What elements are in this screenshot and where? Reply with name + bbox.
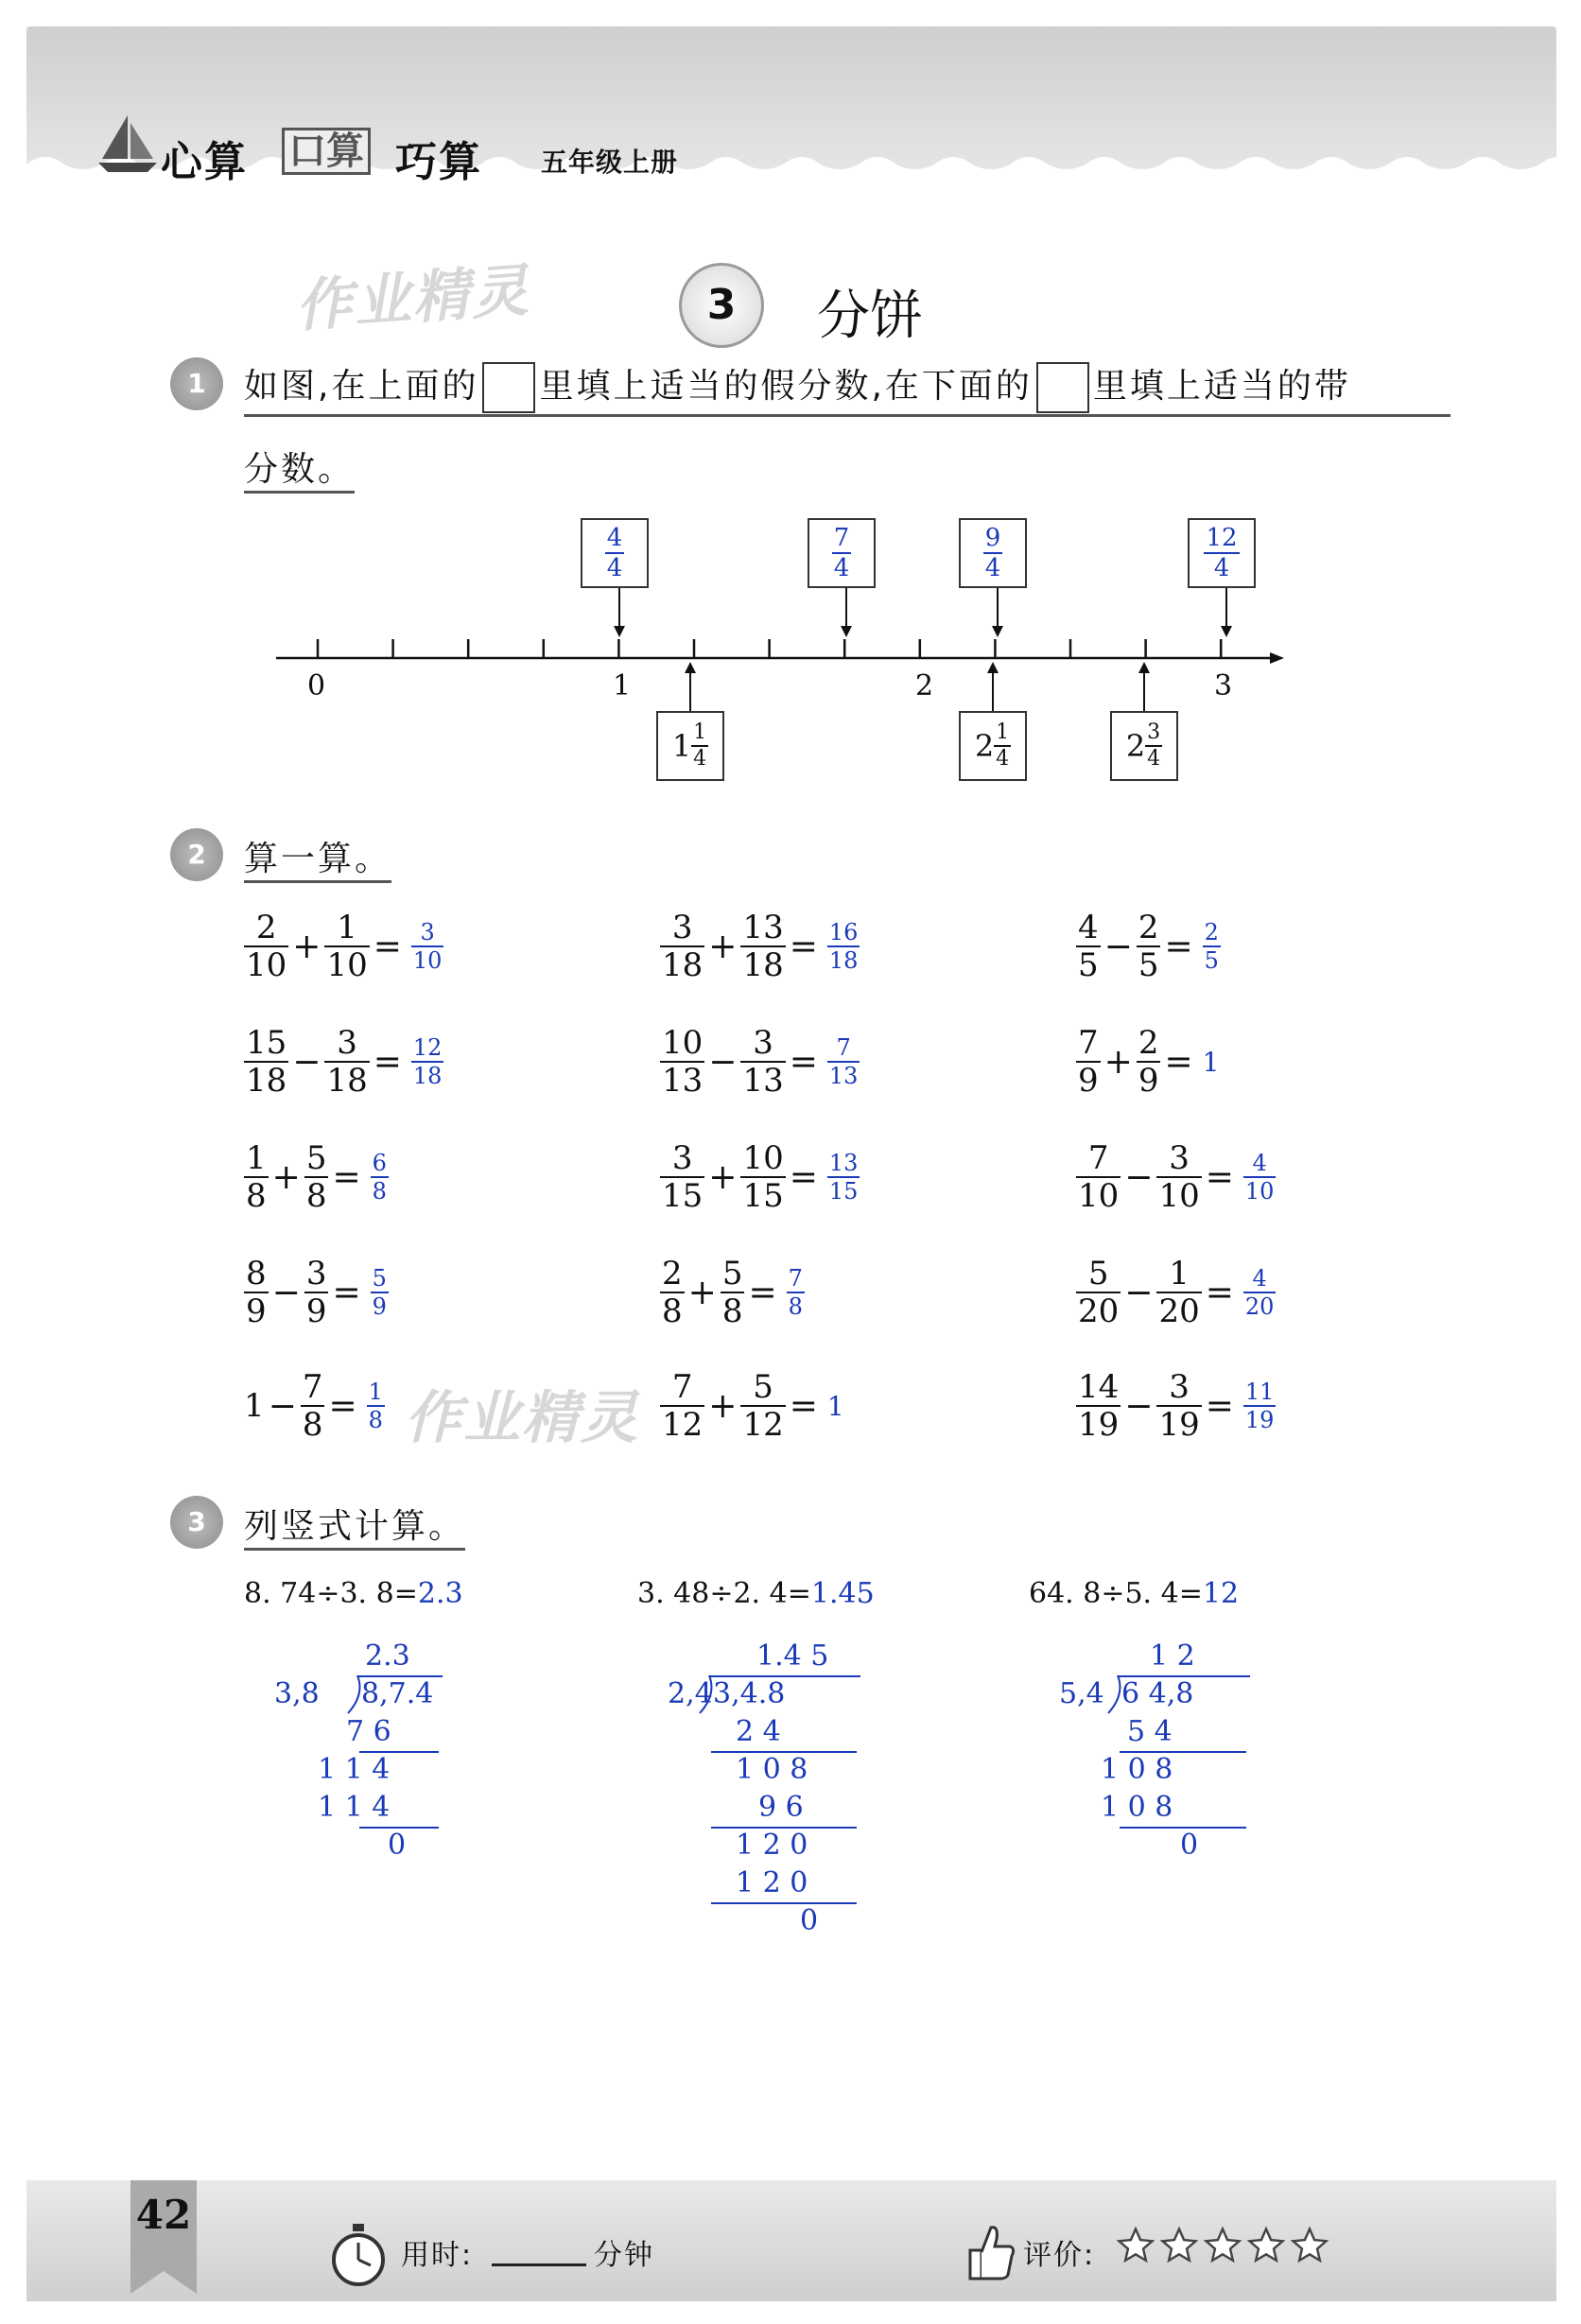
numerator: 3 [753,1024,773,1062]
fraction [660,1255,685,1330]
numerator: 1 [996,720,1010,744]
q1-text [244,359,1351,413]
fraction [740,1368,785,1444]
division-bracket-icon [1104,1674,1123,1719]
division-step: 2 4 [736,1715,781,1748]
time-blank[interactable] [492,2263,586,2266]
answer[interactable] [1203,921,1221,972]
blank-box-icon [1036,362,1089,413]
answer[interactable] [1243,1267,1277,1318]
integer-operand: 1 [244,1387,265,1425]
numerator: 10 [662,1024,704,1062]
subtraction-line [711,1751,857,1753]
equation [660,1024,860,1100]
denominator: 13 [828,1063,859,1089]
fraction [994,722,1011,770]
numerator: 4 [1252,1150,1267,1176]
fraction [244,1024,288,1100]
equals-sign: = [1205,1157,1234,1197]
answer[interactable] [411,921,444,972]
equation [1076,909,1221,984]
denominator: 8 [372,1178,387,1205]
operator: − [1124,1386,1154,1426]
star-icon[interactable] [1203,2226,1242,2269]
denominator: 4 [996,747,1010,771]
watermark: 作业精灵 [405,1385,639,1451]
divisor: 2,4 [668,1677,713,1710]
answer[interactable]: 1.45 [810,1577,875,1610]
time-label: 用时: [401,2239,474,2272]
numerator: 7 [671,1368,693,1406]
equals-sign: = [373,927,402,966]
denominator: 9 [305,1292,327,1330]
fraction [1137,1024,1161,1100]
header-title-3: 巧算 [395,138,482,186]
numerator: 2 [1204,919,1219,945]
division-expression [1029,1577,1239,1610]
equation [244,1368,385,1444]
numerator: 4 [1252,1265,1267,1292]
whole-part: 1 [671,728,692,764]
operator: + [708,927,738,966]
denominator: 18 [742,946,784,984]
operator: − [1124,1157,1154,1197]
fraction [740,1139,785,1215]
equals-sign: = [332,1157,361,1197]
numerator: 1 [246,1139,267,1177]
fraction [324,1024,369,1100]
denominator: 12 [662,1406,704,1444]
denominator: 5 [1204,947,1219,974]
equation [660,1368,844,1444]
numerator: 6 [372,1150,387,1176]
equals-sign: = [789,1157,818,1197]
answer[interactable] [371,1267,389,1318]
subtraction-line [1120,1827,1246,1829]
numerator: 7 [836,1034,851,1061]
section-number: 3 [679,263,764,348]
equation [244,1139,389,1215]
fraction [324,909,369,984]
numerator: 3 [1147,720,1161,744]
denominator: 18 [246,1062,287,1100]
division-step: 0 [388,1829,407,1862]
axis-label: 0 [307,669,326,702]
equation [660,1139,860,1215]
subtraction-line [711,1827,857,1829]
rating-label: 评价: [1023,2239,1096,2272]
operator: + [292,927,321,966]
operator: − [268,1386,297,1426]
mixed-number-box[interactable] [656,711,724,781]
expression-text: 3. 48÷2. 4= [637,1577,811,1610]
denominator: 19 [1078,1406,1120,1444]
denominator: 13 [662,1062,704,1100]
operator: + [708,1157,738,1197]
denominator: 10 [246,946,287,984]
operator: − [708,1042,738,1082]
answer[interactable] [1243,1380,1277,1431]
denominator: 10 [1244,1178,1275,1205]
q3-title: 列竖式计算。 [244,1500,465,1551]
question-number: 3 [170,1496,223,1549]
fraction [691,722,708,770]
page-number: 42 [135,2192,192,2238]
numerator: 7 [302,1368,323,1406]
denominator: 8 [721,1292,743,1330]
up-arrow-icon [987,662,999,715]
answer[interactable] [367,1380,385,1431]
numerator: 5 [721,1255,743,1292]
down-arrow-icon [992,588,1003,641]
fraction [740,909,785,984]
denominator: 15 [828,1178,859,1205]
fraction [244,909,288,984]
numerator: 15 [246,1024,287,1062]
division-step: 1 0 8 [736,1753,808,1786]
denominator: 8 [302,1406,323,1444]
equation [244,909,443,984]
numerator: 3 [337,1024,357,1062]
equation [660,909,860,984]
q1-text-d: 分数。 [244,442,355,494]
dividend: 8,7.4 [361,1677,434,1710]
equals-sign: = [748,1273,777,1312]
header-band [26,26,1556,178]
denominator: 5 [1078,946,1099,984]
denominator: 12 [742,1406,784,1444]
fraction [1145,722,1162,770]
axis-label: 1 [613,669,632,702]
numerator: 3 [420,919,435,945]
numerator: 1 [337,909,357,946]
numerator: 12 [1206,524,1238,552]
q2-title: 算一算。 [244,832,391,883]
denominator: 20 [1244,1293,1275,1320]
answer[interactable]: 1 [826,1390,844,1422]
equals-sign: = [789,1042,818,1082]
numerator: 11 [1244,1379,1275,1405]
numerator: 5 [753,1368,773,1406]
denominator: 9 [246,1292,267,1330]
axis-label: 2 [915,669,934,702]
fraction [1204,526,1239,581]
answer[interactable] [411,1036,444,1087]
numerator: 4 [606,524,623,552]
star-icon[interactable] [1246,2226,1286,2269]
answer[interactable] [827,921,860,972]
division-step: 9 6 [758,1791,804,1824]
equals-sign: = [789,1386,818,1426]
answer[interactable] [787,1267,805,1318]
fraction [301,1368,325,1444]
dividend: 6 4,8 [1121,1677,1194,1710]
numerator: 7 [788,1265,803,1292]
numerator: 14 [1078,1368,1120,1406]
denominator: 8 [788,1293,803,1320]
numerator: 3 [305,1255,327,1292]
equation [1076,1368,1276,1444]
question-number: 2 [170,828,223,881]
fraction [605,526,625,581]
fraction [1076,1024,1101,1100]
equation [244,1024,443,1100]
equals-sign: = [1164,1042,1193,1082]
fraction [1076,1139,1121,1215]
numerator: 7 [1087,1139,1109,1177]
numerator: 3 [671,1139,693,1177]
denominator: 9 [1078,1062,1099,1100]
fraction [1076,909,1101,984]
equation [244,1255,389,1330]
improper-fraction-box[interactable] [808,518,876,588]
mixed-number-box[interactable] [1110,711,1178,781]
numerator: 2 [1138,1024,1159,1062]
expression-text: 64. 8÷5. 4= [1029,1577,1203,1610]
denominator: 10 [412,947,443,974]
equals-sign: = [328,1386,357,1426]
equation [1076,1255,1276,1330]
q1-text-a: 如图,在上面的 [244,367,479,406]
mixed-number-box[interactable] [959,711,1027,781]
rating-stars[interactable] [1116,2226,1329,2269]
fraction [244,1139,269,1215]
operator: + [708,1386,738,1426]
header-grade: 五年级上册 [541,147,679,178]
subtraction-line [1120,1751,1246,1753]
fraction [660,1139,704,1215]
thumbs-up-icon [961,2218,1017,2288]
q1-text-b: 里填上适当的假分数,在下面的 [539,367,1033,406]
operator: − [1124,1273,1154,1312]
time-unit: 分钟 [594,2239,654,2272]
axis-label: 3 [1214,669,1233,702]
denominator: 10 [326,946,368,984]
equation [1076,1139,1276,1215]
answer[interactable]: 2.3 [417,1577,463,1610]
fraction [304,1255,329,1330]
numerator: 1 [1169,1255,1190,1292]
denominator: 18 [662,946,704,984]
up-arrow-icon [1138,662,1150,715]
answer[interactable] [827,1152,860,1203]
division-step: 1 2 0 [736,1829,808,1862]
fraction [1156,1139,1201,1215]
denominator: 9 [1138,1062,1159,1100]
numerator: 1 [693,720,707,744]
numerator: 1 [368,1379,383,1405]
fraction [1076,1368,1121,1444]
improper-fraction-box[interactable] [959,518,1027,588]
denominator: 19 [1244,1407,1275,1433]
star-icon[interactable] [1159,2226,1199,2269]
denominator: 18 [828,947,859,974]
fraction [832,526,852,581]
fraction [1156,1368,1201,1444]
numerator: 3 [671,909,693,946]
denominator: 13 [742,1062,784,1100]
fraction [983,526,1003,581]
equals-sign: = [1205,1386,1234,1426]
equals-sign: = [789,927,818,966]
numerator: 7 [1078,1024,1099,1062]
operator: + [1103,1042,1133,1082]
down-arrow-icon [1221,588,1232,641]
numerator: 8 [246,1255,267,1292]
numerator: 5 [305,1139,327,1177]
denominator: 8 [305,1177,327,1215]
denominator: 20 [1158,1292,1200,1330]
division-step: 1 1 4 [318,1753,391,1786]
fraction [304,1139,329,1215]
down-arrow-icon [614,588,625,641]
q1-text-c: 里填上适当的带 [1092,367,1351,406]
subtraction-line [711,1902,857,1904]
answer[interactable] [1243,1152,1277,1203]
operator: − [271,1273,301,1312]
quotient: 1 2 [1150,1639,1195,1673]
answer[interactable]: 1 [1202,1046,1220,1078]
denominator: 4 [984,554,1001,582]
division-step: 1 1 4 [318,1791,391,1824]
denominator: 9 [372,1293,387,1320]
subtraction-line [359,1827,439,1829]
denominator: 18 [412,1063,443,1089]
denominator: 18 [326,1062,368,1100]
operator: + [687,1273,717,1312]
division-step: 7 6 [346,1715,391,1748]
header-title-2: 口算 [282,128,371,175]
division-step: 5 4 [1127,1715,1173,1748]
numerator: 3 [1169,1139,1190,1177]
answer[interactable] [827,1036,860,1087]
fraction [244,1255,269,1330]
division-bracket-icon [344,1674,363,1719]
improper-fraction-box[interactable] [581,518,649,588]
division-step: 0 [800,1904,819,1937]
fraction [721,1255,745,1330]
numerator: 5 [372,1265,387,1292]
equation [1076,1024,1220,1100]
denominator: 4 [693,747,707,771]
denominator: 15 [662,1177,704,1215]
fraction [740,1024,785,1100]
division-step: 1 0 8 [1101,1791,1173,1824]
numerator: 7 [833,524,850,552]
denominator: 15 [742,1177,784,1215]
equals-sign: = [373,1042,402,1082]
division-expression [637,1577,875,1610]
numerator: 2 [255,909,277,946]
numerator: 10 [742,1139,784,1177]
watermark: 作业精灵 [293,257,532,340]
denominator: 20 [1078,1292,1120,1330]
star-icon[interactable] [1116,2226,1155,2269]
blank-box-icon [482,362,535,413]
operator: + [271,1157,301,1197]
quotient: 1.4 5 [756,1639,829,1673]
denominator: 8 [368,1407,383,1433]
denominator: 8 [246,1177,267,1215]
numerator: 9 [984,524,1001,552]
denominator: 4 [1147,747,1161,771]
whole-part: 2 [974,728,995,764]
numerator: 4 [1078,909,1099,946]
denominator: 19 [1158,1406,1200,1444]
numerator: 2 [1138,909,1159,946]
number-line [265,605,1286,681]
equals-sign: = [1164,927,1193,966]
section-title: 分饼 [817,286,923,347]
whole-part: 2 [1125,728,1146,764]
equation [660,1255,805,1330]
operator: − [1103,927,1133,966]
fraction [660,909,704,984]
denominator: 10 [1078,1177,1120,1215]
division-expression [244,1577,463,1610]
q1-underline [244,414,1451,417]
denominator: 10 [1158,1177,1200,1215]
answer[interactable] [371,1152,389,1203]
fraction [660,1368,704,1444]
denominator: 4 [1204,552,1239,581]
numerator: 13 [828,1150,859,1176]
numerator: 16 [828,919,859,945]
denominator: 5 [1138,946,1159,984]
division-step: 0 [1180,1829,1199,1862]
fraction [1076,1255,1121,1330]
question-number: 1 [170,357,223,410]
numerator: 3 [1169,1368,1190,1406]
denominator: 4 [606,554,623,582]
denominator: 4 [833,554,850,582]
fraction [660,1024,704,1100]
division-step: 1 0 8 [1101,1753,1173,1786]
divisor: 3,8 [274,1677,320,1710]
header-title-1: 心算 [161,138,248,186]
answer[interactable]: 12 [1202,1577,1240,1610]
numerator: 2 [662,1255,683,1292]
down-arrow-icon [841,588,852,641]
equals-sign: = [332,1273,361,1312]
numerator: 12 [412,1034,443,1061]
fraction [1137,909,1161,984]
operator: − [292,1042,321,1082]
expression-text: 8. 74÷3. 8= [244,1577,418,1610]
improper-fraction-box[interactable] [1188,518,1256,588]
subtraction-line [359,1751,439,1753]
up-arrow-icon [685,662,696,715]
equals-sign: = [1205,1273,1234,1312]
quotient: 2.3 [365,1639,410,1673]
star-icon[interactable] [1290,2226,1329,2269]
dividend: 3,4.8 [713,1677,786,1710]
stopwatch-icon [329,2224,388,2292]
division-step: 1 2 0 [736,1866,808,1899]
fraction [1156,1255,1201,1330]
wavy-edge [26,142,1556,180]
numerator: 5 [1087,1255,1109,1292]
numerator: 13 [742,909,784,946]
sailboat-icon [95,112,161,182]
divisor: 5,4 [1059,1677,1104,1710]
denominator: 8 [662,1292,683,1330]
